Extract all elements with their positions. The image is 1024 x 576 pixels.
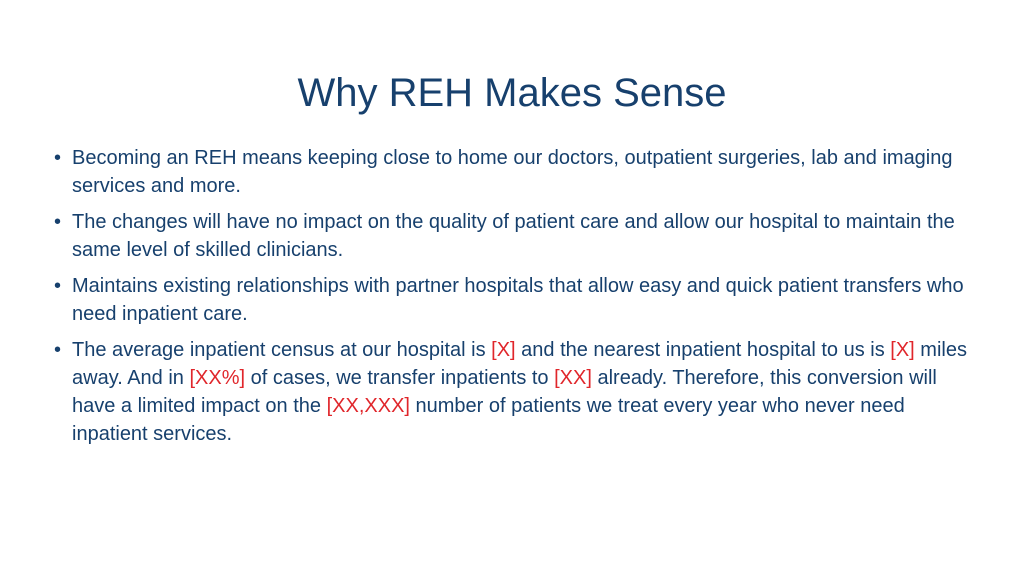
bullet-item — [50, 336, 985, 448]
bullet-text-segment: number of patients we treat every year who never need inpatient services. — [72, 395, 905, 445]
slide-title: Why REH Makes Sense — [297, 71, 727, 115]
bullet-text — [72, 339, 967, 445]
placeholder-value: [XX%] — [189, 367, 246, 389]
bullet-text: Maintains existing relationships with partner hospitals that allow easy and quick patient transfers who need inpatient care. — [72, 275, 964, 325]
placeholder-value: [X] — [491, 339, 516, 361]
placeholder-value: [XX] — [554, 367, 592, 389]
bullet-dot-icon: • — [54, 339, 62, 361]
bullet-text-segment: of cases, we transfer inpatients to — [245, 367, 555, 389]
bullet-text-segment: and the nearest inpatient hospital to us is — [515, 339, 891, 361]
bullet-item — [50, 208, 985, 264]
bullet-text-segment: The average inpatient census at our hospital is — [72, 339, 492, 361]
bullet-text: The changes will have no impact on the quality of patient care and allow our hospital to maintain the same level of skilled clinicians. — [72, 211, 955, 261]
bullet-dot-icon: • — [54, 147, 62, 169]
bullet-dot-icon: • — [54, 211, 62, 233]
bullet-dot-icon: • — [54, 275, 62, 297]
bullet-list — [50, 144, 985, 456]
bullet-text-segment: already. Therefore, this conversion will have a limited impact on the — [72, 367, 937, 417]
bullet-item — [50, 272, 985, 328]
bullet-item — [50, 144, 985, 200]
bullet-text: Becoming an REH means keeping close to home our doctors, outpatient surgeries, lab and imaging services and more. — [72, 147, 953, 197]
placeholder-value: [X] — [890, 339, 915, 361]
bullet-text-segment: miles away. And in — [72, 339, 967, 389]
placeholder-value: [XX,XXX] — [326, 395, 410, 417]
